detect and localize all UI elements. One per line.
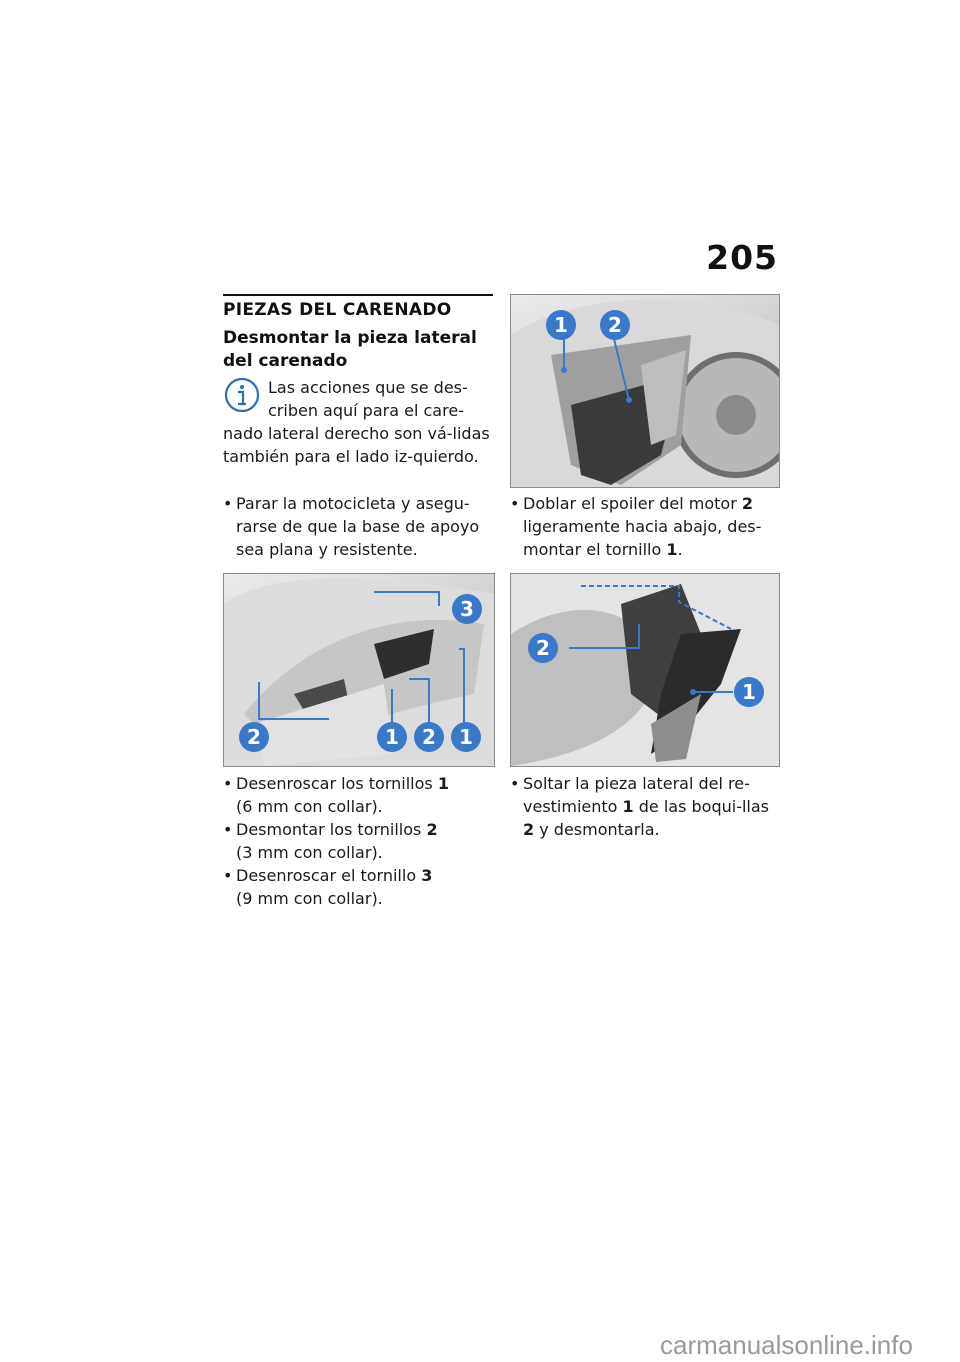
figure-fairing-screws [223,573,495,767]
figure-fairing-removal [510,573,780,767]
note-line-1: Las acciones que se des- [268,378,468,397]
step-text: ligeramente hacia abajo, des-montar el tornillo [523,517,762,559]
svg-text:1: 1 [385,725,399,749]
figure-engine-spoiler [510,294,780,488]
step-text: . [677,540,683,559]
note-rest: nado lateral derecho son vá-lidas también para el lado iz-quierdo. [223,424,490,466]
svg-text:2: 2 [422,725,436,749]
watermark: carmanualsonline.info [660,1330,913,1360]
ref-number: 2 [741,494,754,513]
step-item: • Doblar el spoiler del motor 2 ligeramente hacia abajo, des-montar el tornillo 1. [510,494,762,559]
callout-1 [734,677,764,707]
note-line-2: criben aquí para el care- [268,401,464,420]
step-text: Desmontar los tornillos [236,820,427,839]
step-text: de las boqui-llas [633,797,770,816]
svg-text:1: 1 [554,313,568,337]
svg-text:1: 1 [742,680,756,704]
svg-text:3: 3 [460,597,474,621]
ref-number: 1 [437,774,449,793]
callout-3 [452,594,482,624]
callout-2 [414,722,444,752]
step-text: Doblar el spoiler del motor [523,494,742,513]
section-title: PIEZAS DEL CARENADO [223,294,493,320]
step-text: (9 mm con collar). [236,889,383,908]
step-text: (3 mm con collar). [236,843,383,862]
svg-text:2: 2 [247,725,261,749]
callout-1 [451,722,481,752]
step-item: • Desmontar los tornillos 2 (3 mm con collar). [223,820,438,862]
subtitle: Desmontar la pieza lateral del carenado [223,328,477,371]
step-item: • Soltar la pieza lateral del re-vestimiento 1 de las boqui-llas 2 y desmontarla. [510,774,770,839]
step-text: Parar la motocicleta y asegu-rarse de que la base de apoyo sea plana y resistente. [236,494,480,559]
ref-number: 3 [421,866,433,885]
ref-number: 2 [523,820,535,839]
callout-2 [528,633,558,663]
callout-2 [239,722,269,752]
step-item: • Parar la motocicleta y asegu-rarse de que la base de apoyo sea plana y resistente. [223,492,495,561]
step-text: Desenroscar el tornillo [236,866,422,885]
step-item: • Desenroscar el tornillo 3 (9 mm con collar). [223,866,433,908]
step-list [223,772,495,910]
callout-1 [377,722,407,752]
page-number: 205 [706,238,778,277]
step-text: (6 mm con collar). [236,797,383,816]
step-text: Desenroscar los tornillos [236,774,438,793]
step-item: • Desenroscar los tornillos 1 (6 mm con collar). [223,774,449,816]
callout-1 [546,310,576,340]
step-text: Soltar la pieza lateral del re-vestimiento [523,774,750,816]
ref-number: 1 [622,797,634,816]
ref-number: 1 [666,540,678,559]
info-note [223,376,495,468]
svg-text:1: 1 [459,725,473,749]
ref-number: 2 [426,820,438,839]
callout-2 [600,310,630,340]
svg-text:2: 2 [536,636,550,660]
step-text: y desmontarla. [534,820,660,839]
svg-text:2: 2 [608,313,622,337]
